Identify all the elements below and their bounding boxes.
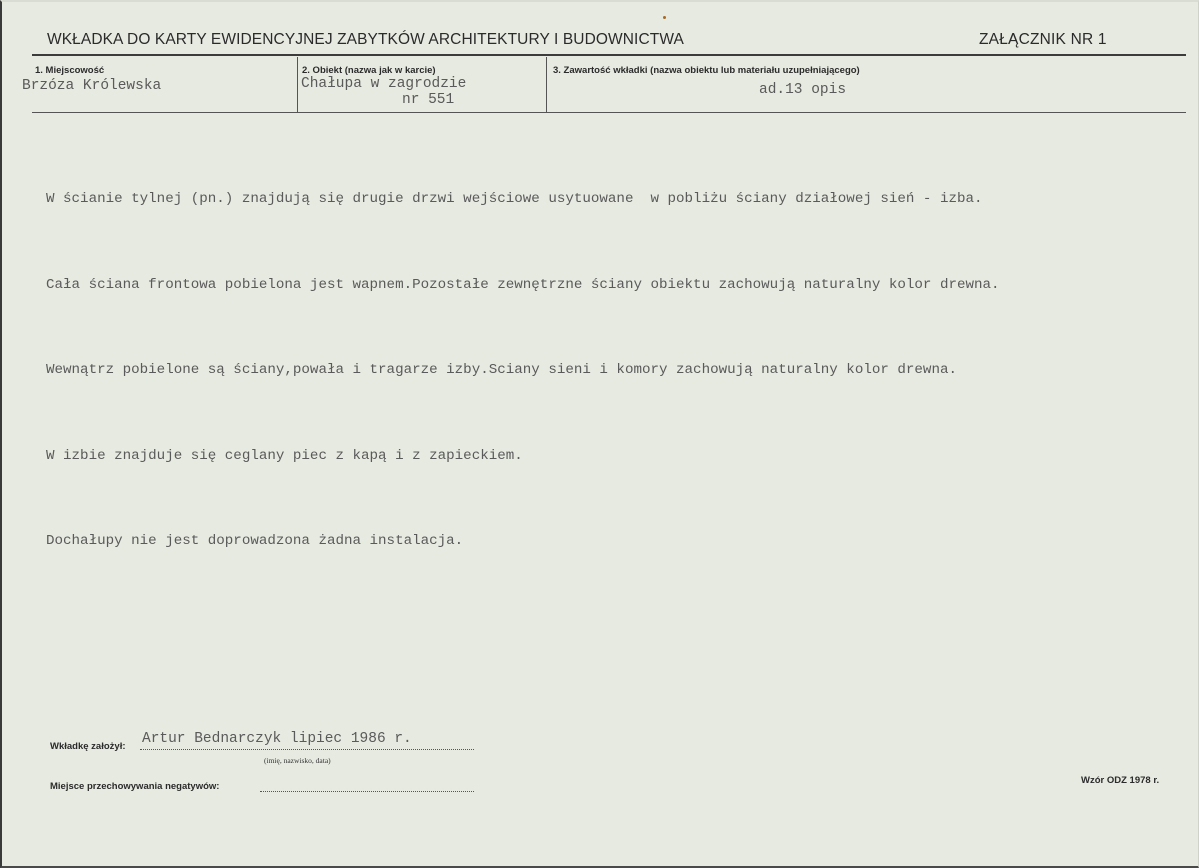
description-text <box>46 128 1176 613</box>
paper-speck <box>663 16 666 19</box>
description-line: Dochałupy nie jest doprowadzona żadna instalacja. <box>46 533 464 549</box>
description-line: W izbie znajduje się ceglany piec z kapą i z zapieckiem. <box>46 447 523 464</box>
description-line: Wewnątrz pobielone są ściany,powała i tragarze izby.Sciany sieni i komory zachowują naturalny kolor drewna. <box>46 362 957 378</box>
contents-label: 3. Zawartość wkładki (nazwa obiektu lub materiału uzupełniającego) <box>553 65 860 76</box>
author-value: Artur Bednarczyk lipiec 1986 r. <box>142 731 412 747</box>
field-divider <box>546 57 547 113</box>
form-code: Wzór ODZ 1978 r. <box>1081 775 1160 786</box>
field-divider <box>297 57 298 113</box>
fields-rule <box>32 112 1186 113</box>
description-line: W ścianie tylnej (pn.) znajdują się drugie drzwi wejściowe usytuowane w pobliżu ściany działowej sień - izba. <box>46 191 983 207</box>
locality-label: 1. Miejscowość <box>35 65 105 76</box>
storage-dotted-line <box>260 790 474 792</box>
object-value-line2: nr 551 <box>402 92 455 108</box>
annex-number: ZAŁĄCZNIK NR 1 <box>979 31 1107 48</box>
form-title: WKŁADKA DO KARTY EWIDENCYJNEJ ZABYTKÓW ARCHITEKTURY I BUDOWNICTWA <box>47 31 684 48</box>
contents-value: ad.13 opis <box>759 82 847 98</box>
author-label: Wkładkę założył: <box>50 741 126 752</box>
author-caption: (imię, nazwisko, data) <box>264 756 331 765</box>
object-label: 2. Obiekt (nazwa jak w karcie) <box>302 65 436 76</box>
object-value-line1: Chałupa w zagrodzie <box>301 76 467 92</box>
storage-label: Miejsce przechowywania negatywów: <box>50 781 220 792</box>
description-line: Cała ściana frontowa pobielona jest wapnem.Pozostałe zewnętrzne ściany obiektu zachowują naturalny kolor drewna. <box>46 276 1000 293</box>
locality-value: Brzóza Królewska <box>22 78 162 94</box>
author-dotted-line <box>140 748 474 750</box>
header-rule <box>32 54 1186 56</box>
